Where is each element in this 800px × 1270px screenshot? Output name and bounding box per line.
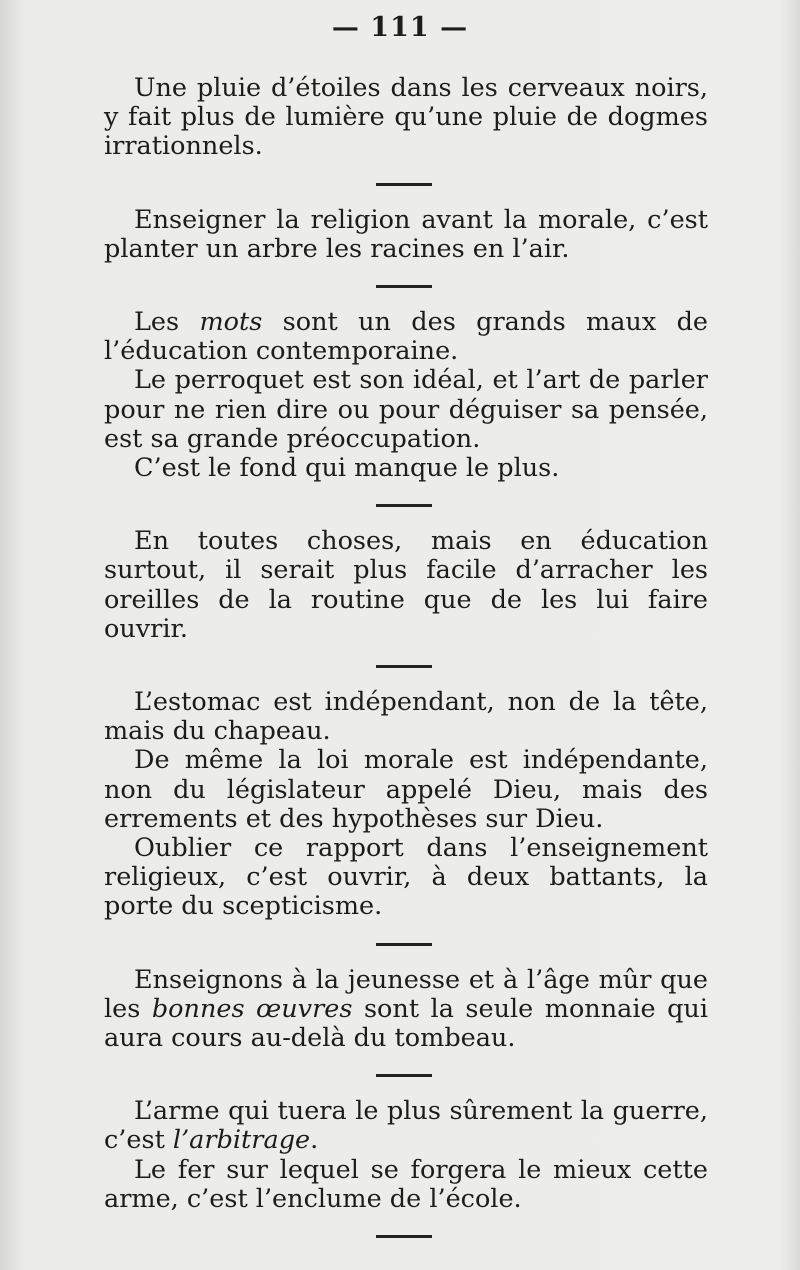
text-run: Enseignons à la jeunesse et à l’âge mûr que les: [104, 964, 708, 1024]
text-run: L’arme qui tuera le plus sûrement la guerre, c’est: [104, 1096, 708, 1156]
paragraph: [104, 454, 708, 483]
maxim-section: [104, 527, 708, 644]
text-run: De même la loi morale est indépendante, non du législateur appelé Dieu, mais des errements et des hypothèses sur Dieu.: [104, 745, 708, 834]
paragraph: [104, 1156, 708, 1214]
page-body: [104, 74, 708, 1258]
text-run: L’estomac est indépendant, non de la tête, mais du chapeau.: [104, 687, 708, 747]
paragraph: [104, 366, 708, 454]
maxim-section: [104, 966, 708, 1054]
maxim-section: [104, 74, 708, 162]
text-run: sont un des grands maux de l’éducation contemporaine.: [104, 307, 708, 367]
italic-phrase: bonnes œuvres: [151, 993, 353, 1024]
text-run: Une pluie d’étoiles dans les cerveaux noirs, y fait plus de lumière qu’une pluie de dogmes irrationnels.: [104, 73, 708, 162]
paragraph: [104, 74, 708, 162]
italic-phrase: l’arbitrage: [172, 1125, 311, 1156]
text-run: Oublier ce rapport dans l’enseignement religieux, c’est ouvrir, à deux battants, la porte du scepticisme.: [104, 833, 708, 922]
section-divider: [376, 943, 432, 946]
text-run: Le perroquet est son idéal, et l’art de parler pour ne rien dire ou pour déguiser sa pensée, est sa grande préoccupation.: [104, 365, 708, 454]
text-run: Le fer sur lequel se forgera le mieux cette arme, c’est l’enclume de l’école.: [104, 1154, 708, 1214]
paragraph: [104, 308, 708, 366]
italic-phrase: mots: [199, 307, 263, 338]
section-divider: [376, 1235, 432, 1238]
text-run: Les: [134, 307, 200, 338]
section-divider: [376, 665, 432, 668]
text-run: Enseigner la religion avant la morale, c’est planter un arbre les racines en l’air.: [104, 204, 708, 264]
paragraph: [104, 746, 708, 834]
maxim-section: [104, 308, 708, 483]
text-run: sont la seule monnaie qui aura cours au-delà du tombeau.: [104, 993, 708, 1054]
maxim-section: [104, 206, 708, 264]
page-number: — 111 —: [331, 12, 469, 43]
text-run: C’est le fond qui manque le plus.: [134, 453, 560, 484]
paragraph: [104, 834, 708, 922]
paragraph: [104, 206, 708, 264]
text-run: En toutes choses, mais en éducation surtout, il serait plus facile d’arracher les oreilles de la routine que de les lui faire ouvrir.: [104, 526, 708, 644]
paragraph: [104, 966, 708, 1054]
text-run: .: [310, 1125, 319, 1156]
section-divider: [376, 285, 432, 288]
maxim-section: [104, 688, 708, 922]
section-divider: [376, 504, 432, 507]
paragraph: [104, 688, 708, 746]
maxim-section: [104, 1097, 708, 1214]
paragraph: [104, 1097, 708, 1155]
section-divider: [376, 1074, 432, 1077]
paragraph: [104, 527, 708, 644]
section-divider: [376, 183, 432, 186]
